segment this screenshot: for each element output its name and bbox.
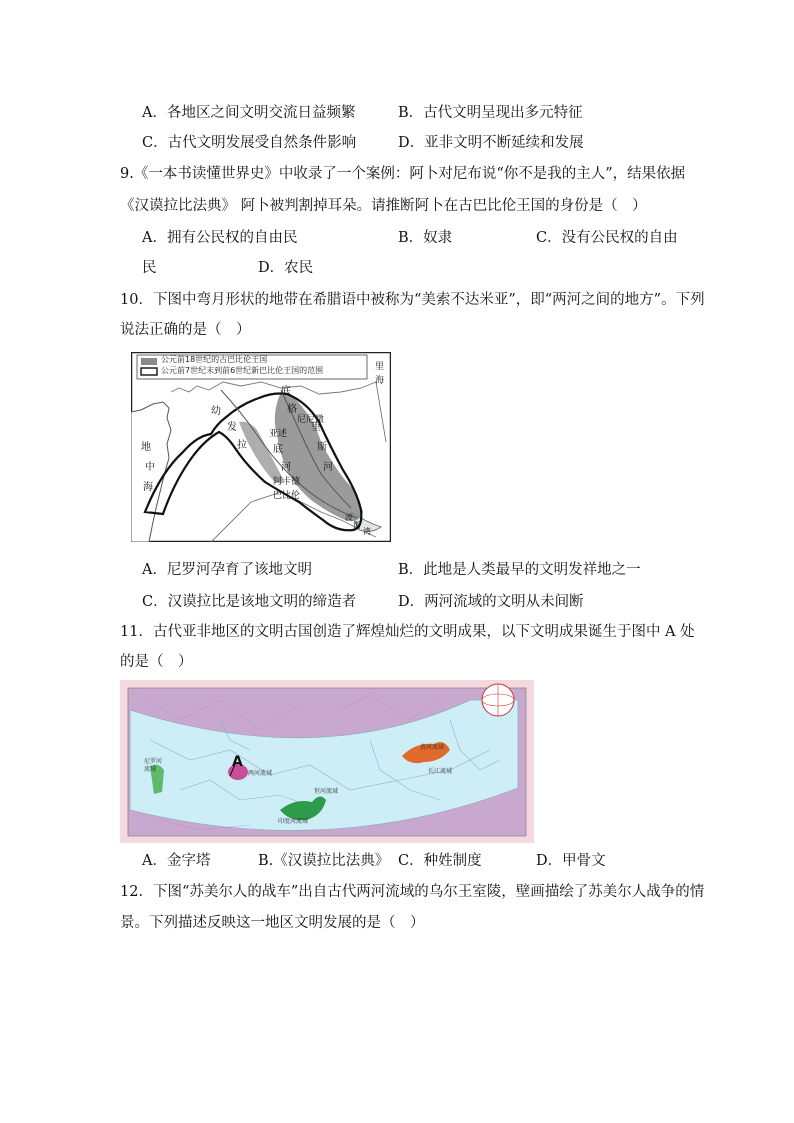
- map1-label-babylon: 巴比伦: [273, 491, 301, 501]
- q10-stem-line1: 10．下图中弯月形状的地带在希腊语中被称为“美索不达米亚”，即“两河之间的地方”。下列: [120, 292, 705, 308]
- q9-option-a: A．拥有公民权的自由民: [142, 230, 298, 246]
- q10-stem-line2: 说法正确的是（ ）: [120, 322, 251, 338]
- map1-label-gulf-3: 湾: [363, 527, 371, 536]
- map1-label-si: 斯: [317, 442, 327, 453]
- map1-label-la: 拉: [237, 440, 247, 451]
- map1-label-zhong: 中: [145, 462, 155, 473]
- map1-legend-neo-babylon: 公元前7世纪末到前6世纪新巴比伦王国的范围: [161, 366, 324, 375]
- q11-option-d: D．甲骨文: [536, 853, 606, 869]
- map1-label-gulf-1: 波: [345, 513, 353, 522]
- q9-stem-line2: 《汉谟拉比法典》 阿卜被判割掉耳朵。请推断阿卜在古巴比伦王国的身份是（ ）: [120, 198, 647, 214]
- map1-label-gulf-2: 斯: [353, 521, 361, 530]
- map1-label-he2: 河: [323, 462, 333, 473]
- map2-label-ganges: 恒河流域: [314, 788, 339, 795]
- q10-option-a: A．尼罗河孕育了该地文明: [142, 562, 312, 578]
- q11-stem-line2: 的是（ ）: [120, 654, 193, 670]
- q9-stem-line1: 9.《一本书读懂世界史》中收录了一个案例：阿卜对尼布说“你不是我的主人”，结果依据: [120, 166, 686, 182]
- map1-label-you: 幼: [211, 406, 221, 417]
- map1-label-ge: 格: [287, 404, 297, 415]
- q8-option-c: C．古代文明发展受自然条件影响: [142, 135, 357, 151]
- map1-label-li: 里: [311, 422, 321, 433]
- map1-label-di: 地: [141, 442, 151, 453]
- map1-label-di2: 底: [273, 444, 283, 455]
- map1-label-di3: 底: [281, 386, 291, 397]
- q10-option-d: D．两河流域的文明从未间断: [398, 594, 584, 610]
- map1-label-li: 里: [375, 362, 385, 372]
- q10-option-c: C．汉谟拉比是该地文明的缔造者: [142, 594, 357, 610]
- q11-option-a: A．金字塔: [142, 853, 211, 869]
- q9-option-b: B．奴隶: [398, 230, 453, 246]
- map1-label-assyria: 亚述: [269, 429, 288, 439]
- ancient-civilizations-map: [120, 680, 534, 843]
- map2-label-mesopotamia: 两河流域: [248, 770, 273, 777]
- map2-label-yellow-river: 黄河流域: [420, 744, 445, 751]
- q11-option-c: C．种姓制度: [398, 853, 482, 869]
- map2-label-nile-2: 流域: [144, 766, 157, 773]
- map1-legend-old-babylon: 公元前18世纪的古巴比伦王国: [161, 355, 268, 364]
- map1-label-hai: 海: [375, 376, 385, 386]
- map1-label-hai-med: 海: [143, 482, 153, 493]
- map1-label-nineveh: 尼尼微: [297, 415, 325, 425]
- map2-label-yangtze: 长江流域: [428, 768, 453, 775]
- map2-label-indus: 印度河流域: [278, 818, 309, 825]
- q9-option-d: D．农民: [258, 260, 314, 276]
- q12-stem-line2: 景。下列描述反映这一地区文明发展的是（ ）: [120, 915, 425, 931]
- q12-stem-line1: 12．下图“苏美尔人的战车”出自古代两河流域的乌尔王室陵，壁画描绘了苏美尔人战争的情: [120, 884, 705, 900]
- q9-option-c: C．没有公民权的自由: [536, 230, 678, 246]
- map1-label-akkad: 阿卡德: [273, 477, 301, 487]
- q8-option-a: A．各地区之间文明交流日益频繁: [142, 105, 356, 121]
- q11-stem-line1: 11．古代亚非地区的文明古国创造了辉煌灿烂的文明成果，以下文明成果诞生于图中 A 处: [120, 624, 695, 640]
- map2-label-nile-1: 尼罗河: [144, 758, 163, 765]
- q10-option-b: B．此地是人类最早的文明发祥地之一: [398, 562, 641, 578]
- q8-option-b: B．古代文明呈现出多元特征: [398, 105, 583, 121]
- q8-option-d: D．亚非文明不断延续和发展: [398, 135, 584, 151]
- q9-option-c-continued: 民: [142, 260, 157, 276]
- map1-label-he: 河: [281, 462, 291, 473]
- map1-label-fa: 发: [227, 422, 237, 433]
- map2-marker-a: A: [232, 754, 243, 770]
- q11-option-b: B.《汉谟拉比法典》: [258, 853, 390, 869]
- mesopotamia-map: [131, 352, 391, 542]
